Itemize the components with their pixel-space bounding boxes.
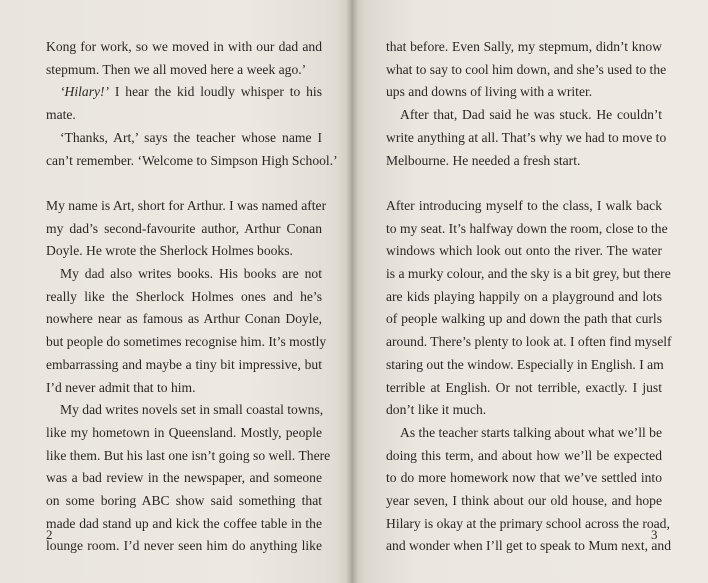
right-page-body [386,36,672,558]
left-page-number: 2 [46,527,53,542]
text-line: windows which look out onto the river. The water [386,243,662,259]
text-line: year seven, I think about our old house, and hope [386,493,662,509]
text-line: like my hometown in Queensland. Mostly, people [46,424,322,440]
text-line: embarrassing and maybe a tiny bit impressive, but [46,356,322,372]
section-break [46,172,322,195]
text-line: nowhere near as famous as Arthur Conan Doyle, [46,311,322,327]
text-line: write anything at all. That’s why we had to move to [386,129,667,145]
text-line: stepmum. Then we all moved here a week ago.’ [46,61,307,77]
text-line: staring out the window. Especially in English. I am [386,356,664,372]
text-line: After that, Dad said he was stuck. He couldn’t [400,107,662,123]
text-line: around. There’s plenty to look at. I often find myself [386,334,672,350]
right-page-number: 3 [651,527,658,542]
text-line: was a bad review in the newspaper, and someone [46,470,322,486]
text-line: really like the Sherlock Holmes ones and he’s [46,288,322,304]
text-line: Doyle. He wrote the Sherlock Holmes books. [46,243,293,259]
text-line: Hilary is okay at the primary school across the road, [386,515,670,531]
text-line: Melbourne. He needed a fresh start. [386,152,581,168]
text-line: what to say to cool him down, and she’s used to the [386,61,667,77]
text-line: of people walking up and down the path that curls [386,311,662,327]
text-line: like them. But his last one isn’t going so well. There [46,447,331,463]
text-line: I’d never admit that to him. [46,379,196,395]
text-line: As the teacher starts talking about what we’ll be [400,424,662,440]
section-break [386,172,662,195]
text-line: lounge room. I’d never seen him do anything like [46,538,322,554]
text-line: and wonder when I’ll get to speak to Mum next, and [386,538,672,554]
right-page [352,0,708,583]
text-line: My dad also writes books. His books are not [60,266,322,282]
left-page-body [46,36,338,558]
text-line: After introducing myself to the class, I walk back [386,197,662,213]
text-line: that before. Even Sally, my stepmum, didn’t know [386,39,662,54]
text-line: don’t like it much. [386,402,487,418]
text-line: terrible at English. Or not terrible, exactly. I just [386,379,662,395]
text-line: is a murky colour, and the sky is a bit grey, but there [386,266,671,282]
text-line: on some boring ABC show said something that [46,493,322,509]
text-line: can’t remember. ‘Welcome to Simpson High School.’ [46,152,338,168]
text-line: My name is Art, short for Arthur. I was named after [46,197,327,213]
text-line: ‘Hilary!’ I hear the kid loudly whisper to his [60,84,322,100]
text-line: ups and downs of living with a writer. [386,84,593,100]
text-line: made dad stand up and kick the coffee table in the [46,515,322,531]
text-line: to do more homework now that we’ve settled into [386,470,662,486]
left-page [0,0,352,583]
text-line: to my seat. It’s halfway down the room, close to the [386,220,668,236]
text-line: Kong for work, so we moved in with our dad and [46,39,322,54]
text-line: are kids playing happily on a playground and lots [386,288,662,304]
text-line: my dad’s second-favourite author, Arthur Conan [46,220,322,236]
text-line: but people do sometimes recognise him. It’s mostly [46,334,327,350]
text-line: doing this term, and about how we’ll be expected [386,447,662,463]
text-line: mate. [46,107,76,123]
book-gutter [346,0,358,583]
text-line: ‘Thanks, Art,’ says the teacher whose name I [60,129,322,145]
text-line: My dad writes novels set in small coastal towns, [60,402,324,418]
